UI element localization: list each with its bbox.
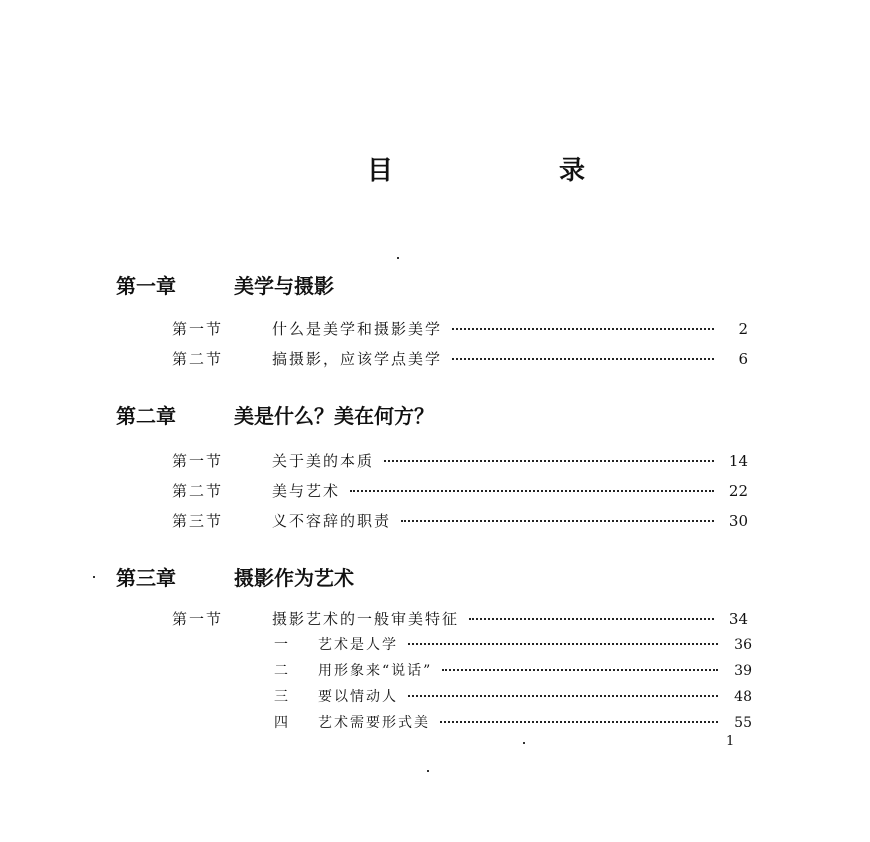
chapter-title: 美是什么？美在何方？ bbox=[234, 404, 434, 428]
section-title: 摄影艺术的一般审美特征 bbox=[272, 610, 460, 628]
section-title: 什么是美学和摄影美学 bbox=[272, 320, 443, 338]
section-label: 第一节 bbox=[172, 320, 224, 338]
toc-entry[interactable] bbox=[172, 450, 748, 471]
toc-subentry[interactable] bbox=[274, 634, 752, 654]
section-title: 美与艺术 bbox=[272, 482, 341, 500]
page-ref: 2 bbox=[738, 320, 748, 338]
scan-speck bbox=[427, 770, 429, 772]
leader-dots bbox=[401, 520, 714, 522]
toc-subentry[interactable] bbox=[274, 712, 752, 732]
chapter-label: 第一章 bbox=[116, 274, 176, 298]
leader-dots bbox=[452, 358, 714, 360]
toc-entry[interactable] bbox=[172, 510, 748, 531]
toc-entry[interactable] bbox=[172, 480, 748, 501]
leader-dots bbox=[350, 490, 714, 492]
toc-entry[interactable] bbox=[172, 348, 748, 369]
toc-entry[interactable] bbox=[172, 318, 748, 339]
page-ref: 48 bbox=[734, 689, 752, 705]
scan-speck bbox=[93, 576, 95, 578]
page-ref: 39 bbox=[734, 663, 752, 679]
section-title: 搞摄影，应该学点美学 bbox=[272, 350, 443, 368]
item-number: 二 bbox=[274, 663, 290, 679]
toc-entry[interactable] bbox=[172, 608, 748, 629]
page-number: 1 bbox=[726, 734, 735, 749]
item-number: 四 bbox=[274, 715, 290, 731]
page-ref: 14 bbox=[728, 452, 748, 470]
scan-speck bbox=[397, 257, 399, 259]
chapter-title: 摄影作为艺术 bbox=[234, 566, 354, 590]
section-label: 第一节 bbox=[172, 452, 224, 470]
item-title: 用形象来“说话” bbox=[318, 663, 433, 679]
section-title: 义不容辞的职责 bbox=[272, 512, 392, 530]
leader-dots bbox=[440, 721, 718, 723]
leader-dots bbox=[384, 460, 714, 462]
page-ref: 55 bbox=[734, 715, 752, 731]
page-ref: 30 bbox=[728, 512, 748, 530]
toc-subentry[interactable] bbox=[274, 660, 752, 680]
chapter-label: 第二章 bbox=[116, 404, 176, 428]
page-title: 目 录 bbox=[367, 156, 656, 186]
section-label: 第二节 bbox=[172, 350, 224, 368]
chapter-heading bbox=[116, 270, 334, 299]
item-number: 一 bbox=[274, 637, 290, 653]
page-ref: 6 bbox=[738, 350, 748, 368]
chapter-heading bbox=[116, 562, 354, 591]
leader-dots bbox=[469, 618, 714, 620]
item-title: 要以情动人 bbox=[318, 689, 398, 705]
page-ref: 34 bbox=[728, 610, 748, 628]
toc-subentry[interactable] bbox=[274, 686, 752, 706]
leader-dots bbox=[408, 695, 718, 697]
section-label: 第三节 bbox=[172, 512, 224, 530]
section-label: 第二节 bbox=[172, 482, 224, 500]
leader-dots bbox=[408, 643, 718, 645]
page-ref: 36 bbox=[734, 637, 752, 653]
leader-dots bbox=[452, 328, 714, 330]
section-title: 关于美的本质 bbox=[272, 452, 375, 470]
leader-dots bbox=[442, 669, 718, 671]
chapter-title: 美学与摄影 bbox=[234, 274, 334, 298]
scan-speck bbox=[523, 742, 525, 744]
item-title: 艺术是人学 bbox=[318, 637, 398, 653]
chapter-heading bbox=[116, 400, 434, 429]
chapter-label: 第三章 bbox=[116, 566, 176, 590]
item-number: 三 bbox=[274, 689, 290, 705]
page-ref: 22 bbox=[728, 482, 748, 500]
section-label: 第一节 bbox=[172, 610, 224, 628]
item-title: 艺术需要形式美 bbox=[318, 715, 430, 731]
